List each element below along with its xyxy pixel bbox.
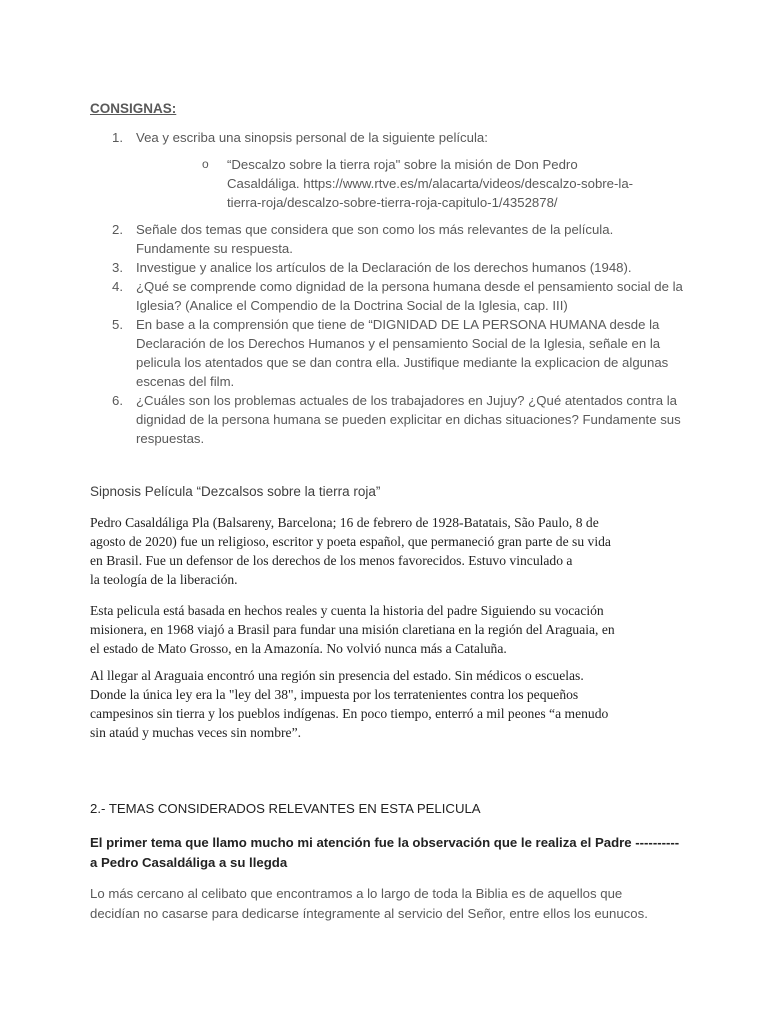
consignas-list bbox=[90, 128, 690, 147]
temas-bold-paragraph bbox=[90, 833, 690, 873]
consigna-item bbox=[90, 391, 690, 448]
text-line: sin ataúd y muchas veces sin nombre”. bbox=[90, 725, 302, 740]
text-line: en Brasil. Fue un defensor de los derechos de los menos favorecidos. Estuvo vinculado a bbox=[90, 553, 573, 568]
subitem-line: tierra-roja/descalzo-sobre-tierra-roja-capitulo-1/4352878/ bbox=[227, 195, 558, 210]
subitem-line: Casaldáliga. https://www.rtve.es/m/alacarta/videos/descalzo-sobre-la- bbox=[227, 176, 634, 191]
consigna-text: Investigue y analice los artículos de la Declaración de los derechos humanos (1948). bbox=[136, 260, 632, 275]
text-line: El primer tema que llamo mucho mi atención fue la observación que le realiza el Padre ---------- bbox=[90, 835, 680, 850]
temas-heading: 2.- TEMAS CONSIDERADOS RELEVANTES EN ESTA PELICULA bbox=[90, 801, 481, 816]
consignas-heading: CONSIGNAS: bbox=[90, 101, 177, 116]
list-number: 3. bbox=[112, 260, 123, 275]
bullet-icon: o bbox=[202, 157, 209, 171]
text-line: Donde la única ley era la "ley del 38", impuesta por los terratenientes contra los pequeños bbox=[90, 687, 579, 702]
text-line: agosto de 2020) fue un religioso, escritor y poeta español, que permaneció gran parte de su vida bbox=[90, 534, 611, 549]
list-number: 2. bbox=[112, 222, 123, 237]
consigna-item bbox=[90, 315, 690, 391]
consigna-item bbox=[90, 277, 690, 315]
consigna-item bbox=[90, 220, 690, 258]
text-line: decidían no casarse para dedicarse íntegramente al servicio del Señor, entre ellos los eunucos. bbox=[90, 906, 648, 921]
list-number: 6. bbox=[112, 393, 123, 408]
list-number: 1. bbox=[112, 130, 123, 145]
text-line: campesinos sin tierra y los pueblos indígenas. En poco tiempo, enterró a mil peones “a menudo bbox=[90, 706, 609, 721]
sinopsis-paragraph-3 bbox=[90, 666, 680, 742]
text-line: Esta pelicula está basada en hechos reales y cuenta la historia del padre Siguiendo su vocación bbox=[90, 603, 604, 618]
text-line: a Pedro Casaldáliga a su llegda bbox=[90, 855, 288, 870]
subitem-line: “Descalzo sobre la tierra roja" sobre la misión de Don Pedro bbox=[227, 157, 578, 172]
sinopsis-title: Sipnosis Película “Dezcalsos sobre la tierra roja” bbox=[90, 484, 381, 499]
text-line: Al llegar al Araguaia encontró una región sin presencia del estado. Sin médicos o escuelas. bbox=[90, 668, 584, 683]
text-line: el estado de Mato Grosso, en la Amazonía. No volvió nunca más a Cataluña. bbox=[90, 641, 507, 656]
text-line: Lo más cercano al celibato que encontramos a lo largo de toda la Biblia es de aquellos que bbox=[90, 886, 623, 901]
list-number: 5. bbox=[112, 317, 123, 332]
sinopsis-paragraph-2 bbox=[90, 601, 680, 658]
list-number: 4. bbox=[112, 279, 123, 294]
sinopsis-paragraph-1 bbox=[90, 513, 680, 589]
consigna-text: Vea y escriba una sinopsis personal de la siguiente película: bbox=[136, 130, 488, 145]
text-line: misionera, en 1968 viajó a Brasil para fundar una misión claretiana en la región del Araguaia, en bbox=[90, 622, 615, 637]
text-line: Pedro Casaldáliga Pla (Balsareny, Barcelona; 16 de febrero de 1928-Batatais, São Paulo, 8 de bbox=[90, 515, 599, 530]
consigna-item bbox=[90, 128, 690, 147]
consigna-subitem bbox=[90, 155, 690, 212]
consigna-text: Señale dos temas que considera que son como los más relevantes de la película. Fundamente su respuesta. bbox=[136, 222, 614, 256]
consigna-text: En base a la comprensión que tiene de “DIGNIDAD DE LA PERSONA HUMANA desde la Declaración de los Derechos Humanos y el pensamiento Social de la Iglesia, señale en la pelicula los atentados que se dan contra ella. Justifique mediante la explicacion de algunas escenas del film. bbox=[136, 317, 669, 389]
consigna-text: ¿Cuáles son los problemas actuales de los trabajadores en Jujuy? ¿Qué atentados contra la dignidad de la persona humana se pueden explicitar en dichas situaciones? Fundamente sus respuestas. bbox=[136, 393, 681, 446]
text-line: la teología de la liberación. bbox=[90, 572, 238, 587]
consignas-list-continued bbox=[90, 220, 690, 448]
consigna-item bbox=[90, 258, 690, 277]
temas-paragraph bbox=[90, 884, 690, 924]
consigna-text: ¿Qué se comprende como dignidad de la persona humana desde el pensamiento social de la Iglesia? (Analice el Compendio de la Doctrina Social de la Iglesia, cap. III) bbox=[136, 279, 683, 313]
